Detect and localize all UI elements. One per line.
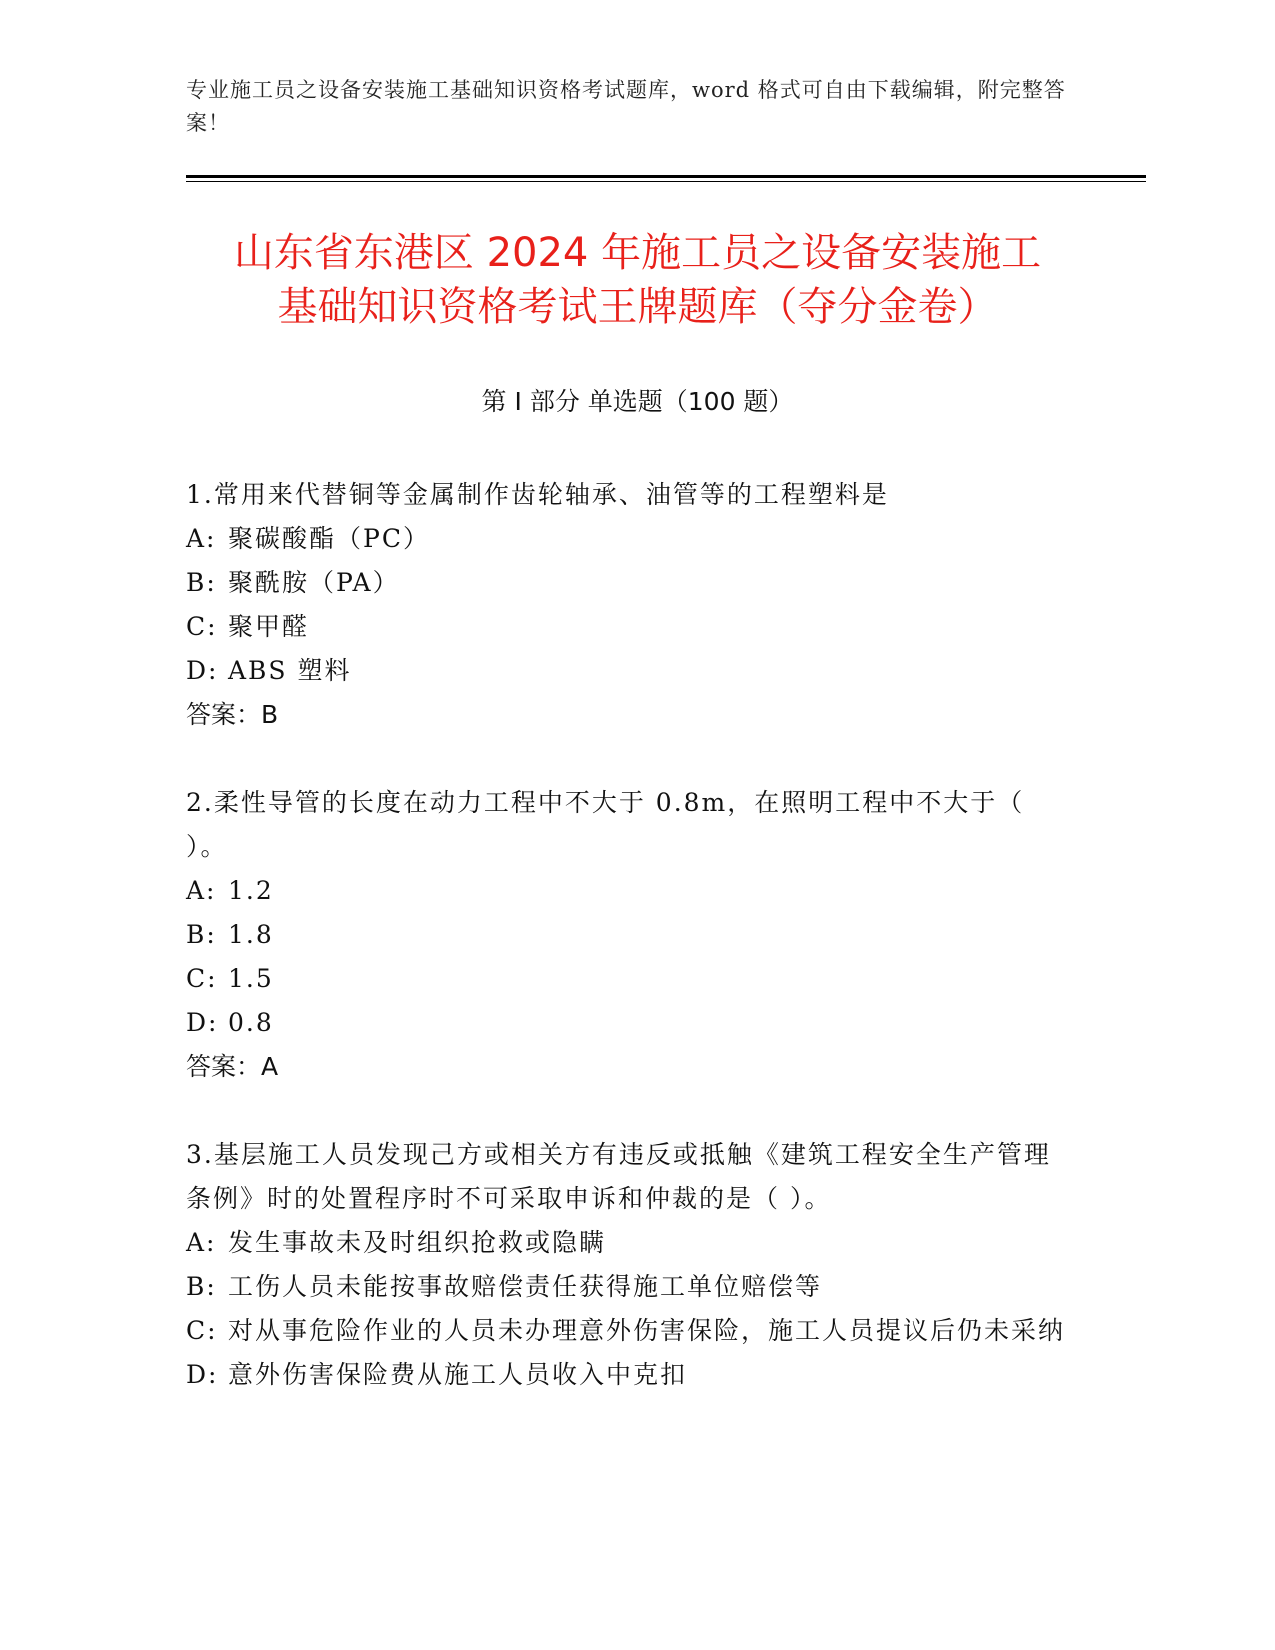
option-key: D: (186, 656, 219, 685)
option-text: 1.2 (228, 876, 274, 905)
option-d (186, 649, 1066, 693)
option-key: B: (186, 1272, 217, 1301)
option-b (186, 1265, 1066, 1309)
option-key: C: (186, 1316, 218, 1345)
option-key: B: (186, 568, 217, 597)
option-text: 1.5 (228, 964, 274, 993)
option-b (186, 913, 1066, 957)
option-key: A: (186, 524, 217, 553)
option-c (186, 1309, 1066, 1353)
title-line-1: 山东省东港区 2024 年施工员之设备安装施工 (233, 230, 1042, 276)
option-text: 意外伤害保险费从施工人员收入中克扣 (228, 1360, 688, 1389)
header-rule-thick (186, 175, 1146, 178)
document-title (150, 226, 1125, 334)
option-text: 0.8 (228, 1008, 274, 1037)
title-line-2: 基础知识资格考试王牌题库（夺分金卷） (277, 284, 998, 330)
section-heading: 第 I 部分 单选题（100 题） (481, 387, 794, 416)
option-text: 工伤人员未能按事故赔偿责任获得施工单位赔偿等 (228, 1272, 823, 1301)
option-c (186, 957, 1066, 1001)
option-text: 聚甲醛 (228, 612, 310, 641)
option-key: D: (186, 1360, 219, 1389)
question-list (186, 473, 1066, 1441)
header-rule-thin (186, 181, 1146, 182)
option-a (186, 517, 1066, 561)
option-text: 聚酰胺（PA） (228, 568, 400, 597)
option-text: 聚碳酸酯（PC） (228, 524, 430, 553)
answer-line: 答案：A (186, 1052, 279, 1081)
option-key: D: (186, 1008, 219, 1037)
question-1 (186, 473, 1066, 737)
option-text: ABS 塑料 (228, 656, 352, 685)
option-a (186, 869, 1066, 913)
question-stem: 2.柔性导管的长度在动力工程中不大于 0.8m，在照明工程中不大于（ ）。 (186, 788, 1025, 861)
option-text: 发生事故未及时组织抢救或隐瞒 (228, 1228, 607, 1257)
option-d (186, 1001, 1066, 1045)
option-d (186, 1353, 1066, 1397)
header-note: 专业施工员之设备安装施工基础知识资格考试题库，word 格式可自由下载编辑，附完整答案！ (186, 78, 1066, 135)
option-key: B: (186, 920, 217, 949)
option-key: A: (186, 1228, 217, 1257)
answer-line: 答案：B (186, 700, 279, 729)
question-stem: 3.基层施工人员发现己方或相关方有违反或抵触《建筑工程安全生产管理条例》时的处置程序时不可采取申诉和仲裁的是（ ）。 (186, 1140, 1051, 1213)
option-text: 1.8 (228, 920, 274, 949)
option-a (186, 1221, 1066, 1265)
option-key: C: (186, 964, 218, 993)
option-text: 对从事危险作业的人员未办理意外伤害保险，施工人员提议后仍未采纳 (228, 1316, 1066, 1345)
option-c (186, 605, 1066, 649)
question-3 (186, 1133, 1066, 1397)
option-b (186, 561, 1066, 605)
option-key: C: (186, 612, 218, 641)
question-stem: 1.常用来代替铜等金属制作齿轮轴承、油管等的工程塑料是 (186, 480, 889, 509)
question-2 (186, 781, 1066, 1089)
option-key: A: (186, 876, 217, 905)
